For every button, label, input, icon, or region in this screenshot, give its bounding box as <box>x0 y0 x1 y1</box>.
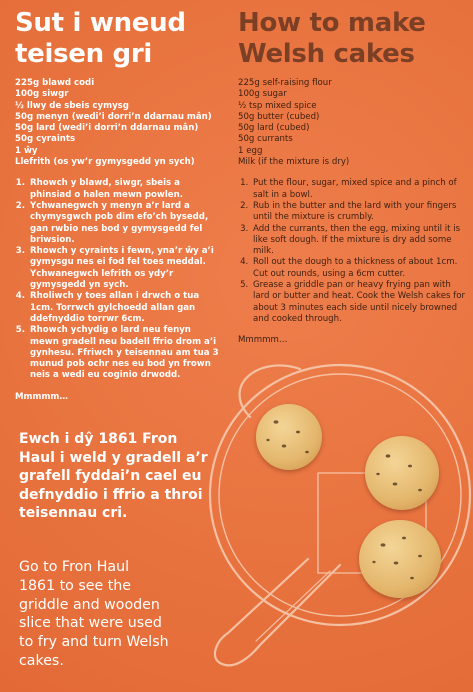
welsh-ingredients <box>15 78 220 168</box>
welsh-ingredient: 50g lard (wedi’i dorri’n ddarnau mân) <box>15 123 199 134</box>
english-method-step: 3. Add the currants, then the egg, mixing until it is like soft dough. If the mixture is dry add some milk. <box>251 224 466 258</box>
promo-english: Go to Fron Haul 1861 to see the griddle and wooden slice that were used to fry and turn Welsh cakes. <box>19 559 169 669</box>
welsh-ingredient: 100g siwgr <box>15 89 69 100</box>
english-method-step: 2. Rub in the butter and the lard with your fingers until the mixture is crumbly. <box>251 201 466 224</box>
welsh-ingredient: ½ llwy de sbeis cymysg <box>15 100 129 111</box>
welsh-sign-off: Mmmmm… <box>15 391 68 402</box>
english-ingredient: 1 egg <box>238 145 263 156</box>
welsh-cake <box>365 436 439 510</box>
welsh-recipe <box>15 8 220 402</box>
welsh-ingredient: 50g cyraints <box>15 134 76 145</box>
welsh-ingredient: Llefrith (os yw’r gymysgedd yn sych) <box>15 157 195 168</box>
welsh-ingredient: 50g menyn (wedi’i dorri’n ddarnau mân) <box>15 111 212 122</box>
welsh-method-step: 4. Rholiwch y toes allan i drwch o tua 1cm. Torrwch gylchoedd allan gan ddefnyddio torrwr 6cm. <box>28 291 220 325</box>
welsh-ingredient: 1 ŵy <box>15 145 38 156</box>
welsh-ingredient: 225g blawd codi <box>15 78 95 88</box>
welsh-title: Sut i wneud teisen gri <box>15 8 186 69</box>
english-ingredient: Milk (if the mixture is dry) <box>238 157 350 168</box>
english-ingredient: 50g butter (cubed) <box>238 111 320 122</box>
english-method-step: 4. Roll out the dough to a thickness of about 1cm. Cut out rounds, using a 6cm cutter. <box>251 257 466 280</box>
welsh-method-step: 1. Rhowch y blawd, siwgr, sbeis a phinsiad o halen mewn powlen. <box>28 178 220 201</box>
welsh-method-step: 3. Rhowch y cyraints i fewn, yna’r ŵy a’i gymysgu nes ei fod fel toes meddal. Ychwanegwch lefrith os ydy’r gymysgedd yn sych. <box>28 246 220 291</box>
english-method-step: 1. Put the flour, sugar, mixed spice and a pinch of salt in a bowl. <box>251 178 466 201</box>
english-method <box>238 178 466 325</box>
english-ingredients <box>238 78 466 168</box>
welsh-cake <box>359 520 441 598</box>
slice-handle <box>215 559 340 665</box>
english-method-step: 5. Grease a griddle pan or heavy frying pan with lard or butter and heat. Cook the Welsh cakes for about 3 minutes each side until nicely browned and cooked through. <box>251 280 466 325</box>
english-ingredient: 100g sugar <box>238 89 287 100</box>
slice-handle-inner <box>256 571 330 641</box>
promo-welsh: Ewch i dŷ 1861 Fron Haul i weld y gradell a’r grafell fyddai’n cael eu defnyddio i ffrio a throi teisennau cri. <box>19 431 208 522</box>
griddle-illustration <box>190 345 473 692</box>
english-sign-off: Mmmmm… <box>238 335 288 346</box>
english-ingredient: ½ tsp mixed spice <box>238 100 317 111</box>
welsh-method-step: 2. Ychwanegwch y menyn a’r lard a chymysgwch pob dim efo’ch bysedd, gan rwbio nes bod y gymysgedd fel briwsion. <box>28 201 220 246</box>
english-ingredient: 50g currants <box>238 134 293 145</box>
english-title: How to make Welsh cakes <box>238 8 426 69</box>
english-ingredient: 50g lard (cubed) <box>238 123 310 134</box>
welsh-method-step: 5. Rhowch ychydig o lard neu fenyn mewn gradell neu badell ffrio drom a’i gynhesu. Ffriwch y teisennau am tua 3 munud pob ochr nes eu bod yn frown neis a wedi eu coginio drwodd. <box>28 325 220 381</box>
english-ingredient: 225g self-raising flour <box>238 78 332 88</box>
english-recipe <box>238 8 466 345</box>
welsh-cake <box>256 404 322 470</box>
